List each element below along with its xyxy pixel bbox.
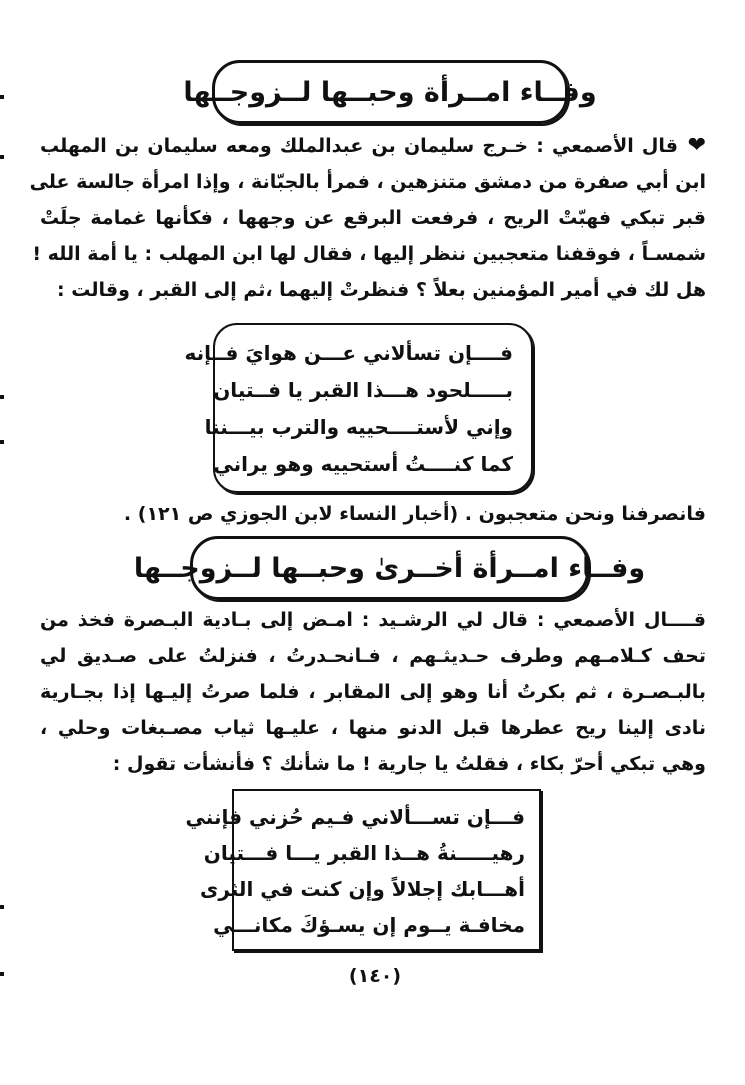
scan-mark (0, 95, 4, 99)
paragraph-line: قــــال الأصمعي : قال لي الرشـيد : امـض إلى بـادية البـصرة فخذ من (40, 609, 706, 631)
paragraph-line: قبر تبكي فهبّتْ الريح ، فرفعت البرقع عن وجهها ، فكأنها غمامة جلَتْ (40, 207, 706, 229)
poem-verse: أهـــابك إجلالاً وإن كنت في الثرى (200, 877, 525, 901)
paragraph-line: هل لك في أمير المؤمنين بعلاً ؟ فنظرتْ إليهما ،ثم إلى القبر ، وقالت : (57, 279, 706, 301)
poem-verse: بـــــلحود هـــذا القبر يا فــتيان (213, 378, 513, 402)
poem-verse: كما كنــــتُ أستحييه وهو يراني (213, 452, 513, 476)
paragraph-line: نادى إلينا ريح عطرها قبل الدنو منها ، عليـها ثياب مصـبغات وحلي ، (40, 717, 706, 739)
closing-line: فانصرفنا ونحن متعجبون . (أخبار النساء لابن الجوزي ص ١٢١) . (123, 503, 706, 525)
poem-verse: فــــإن تسألاني عـــن هوايَ فــإنه (184, 341, 513, 365)
paragraph-line: بالبـصـرة ، ثم بكرتُ أنا وهو إلى المقابر ، فلما صرتُ إليـها إذا بجـارية (40, 681, 706, 703)
paragraph-line: شمسـاً ، فوقفنا متعجبين ننظر إليها ، فقال لها ابن المهلب : يا أمة الله ! (32, 243, 706, 265)
paragraph-line: ❤قال الأصمعي : خـرج سليمان بن عبدالملك ومعه سليمان بن المهلب (40, 128, 706, 164)
section-1-paragraph (29, 128, 706, 308)
paragraph-line: تحف كـلامـهم وطرف حـديثـهم ، فـانحـدرتُ ، فنزلتُ على صـديق لي (40, 645, 706, 667)
section-1-title: وفــاء امــرأة وحبــها لــزوجــها (212, 60, 568, 124)
paragraph-line: ابن أبي صفرة من دمشق متنزهين ، فمرأ بالجبّانة ، وإذا امرأة جالسة على (29, 171, 706, 193)
poem-verse: وإني لأستــــحييه والترب بيـــننا (204, 415, 513, 439)
scan-mark (0, 972, 4, 976)
scan-mark (0, 395, 4, 399)
scan-mark (0, 440, 4, 444)
section-1-closing (40, 496, 706, 532)
scan-mark (0, 155, 4, 159)
page-number: (١٤٠) (348, 965, 402, 987)
poem-box-1 (184, 323, 533, 493)
section-2-title: وفــاء امــرأة أخــرىٰ وحبــها لــزوجــها (190, 536, 589, 600)
section-2-paragraph (40, 602, 706, 782)
poem-verse: مخافـة يــوم إن يسـؤكَ مكانـــي (213, 913, 525, 937)
poem-verse: فـــإن تســـألاني فـيم حُزني فإنني (185, 805, 525, 829)
poem-box-2 (185, 789, 541, 951)
paragraph-line: وهي تبكي أحرّ بكاء ، فقلتُ يا جارية ! ما شأنك ؟ فأنشأت تقول : (112, 753, 706, 775)
scan-mark (0, 905, 4, 909)
poem-verse: رهيـــــنةُ هــذا القبر يـــا فـــتيان (203, 841, 525, 865)
heart-icon: ❤ (687, 133, 706, 158)
